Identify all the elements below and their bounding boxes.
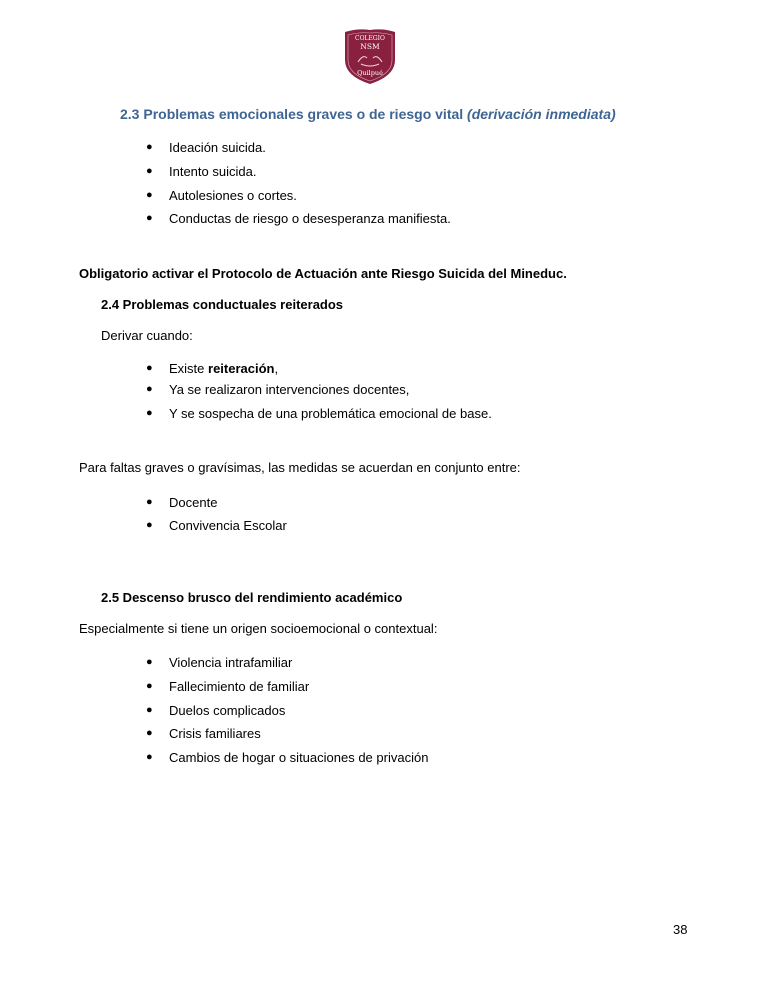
bullet: ● bbox=[146, 383, 153, 395]
section-2-5-heading: 2.5 Descenso brusco del rendimiento académico bbox=[101, 590, 403, 605]
list-item: Crisis familiares bbox=[169, 726, 261, 741]
bullet: ● bbox=[146, 212, 153, 224]
list-item: Ya se realizaron intervenciones docentes, bbox=[169, 382, 410, 397]
faltas-paragraph: Para faltas graves o gravísimas, las medidas se acuerdan en conjunto entre: bbox=[79, 460, 521, 475]
bullet: ● bbox=[146, 496, 153, 508]
bullet: ● bbox=[146, 751, 153, 763]
list-item: Docente bbox=[169, 495, 218, 510]
bullet: ● bbox=[146, 141, 153, 153]
section-2-4-heading: 2.4 Problemas conductuales reiterados bbox=[101, 297, 344, 312]
list-item: Ideación suicida. bbox=[169, 140, 266, 155]
section-2-3-heading: 2.3 Problemas emocionales graves o de riesgo vital (derivación inmediata) bbox=[120, 106, 616, 122]
section-2-4-intro: Derivar cuando: bbox=[101, 328, 193, 343]
bullet: ● bbox=[146, 656, 153, 668]
list-item: Violencia intrafamiliar bbox=[169, 655, 293, 670]
list-item: Autolesiones o cortes. bbox=[169, 188, 297, 203]
list-item: Conductas de riesgo o desesperanza manifiesta. bbox=[169, 211, 451, 226]
bullet: ● bbox=[146, 362, 153, 374]
school-crest-logo bbox=[341, 26, 399, 86]
svg-text:NSM: NSM bbox=[360, 42, 380, 51]
bullet: ● bbox=[146, 189, 153, 201]
svg-text:COLEGIO: COLEGIO bbox=[355, 35, 385, 42]
list-item: Cambios de hogar o situaciones de privación bbox=[169, 750, 429, 765]
list-item: Duelos complicados bbox=[169, 703, 286, 718]
bullet: ● bbox=[146, 680, 153, 692]
section-2-5-intro: Especialmente si tiene un origen socioemocional o contextual: bbox=[79, 621, 438, 636]
bullet: ● bbox=[146, 704, 153, 716]
list-item: Intento suicida. bbox=[169, 164, 257, 179]
bullet: ● bbox=[146, 165, 153, 177]
page-number: 38 bbox=[673, 922, 688, 937]
list-item: Convivencia Escolar bbox=[169, 518, 287, 533]
list-item: Y se sospecha de una problemática emocional de base. bbox=[169, 406, 492, 421]
protocol-note: Obligatorio activar el Protocolo de Actuación ante Riesgo Suicida del Mineduc. bbox=[79, 266, 567, 281]
svg-text:Quilpué: Quilpué bbox=[357, 69, 383, 77]
list-item: Existe reiteración, bbox=[169, 361, 279, 376]
bullet: ● bbox=[146, 519, 153, 531]
bullet: ● bbox=[146, 407, 153, 419]
list-item: Fallecimiento de familiar bbox=[169, 679, 310, 694]
bullet: ● bbox=[146, 727, 153, 739]
